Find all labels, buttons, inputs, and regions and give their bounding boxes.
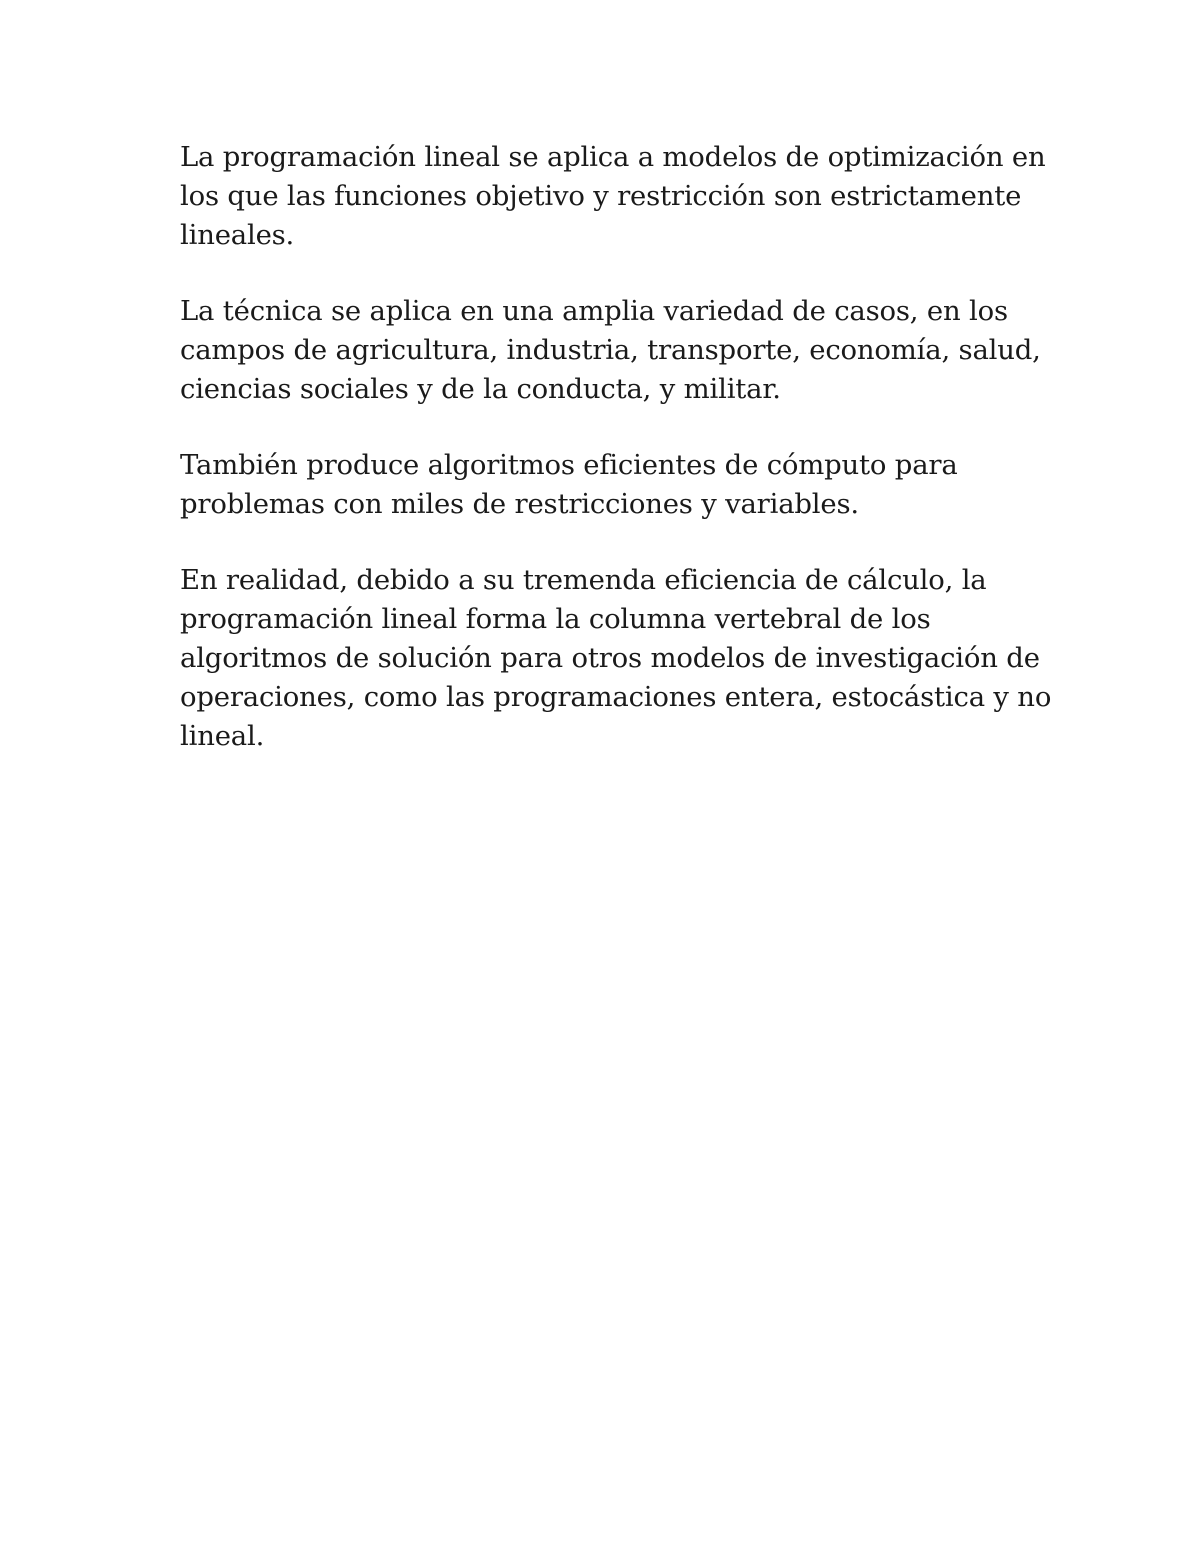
- paragraph-line: campos de agricultura, industria, transporte, economía, salud,: [180, 334, 1041, 366]
- paragraph-3: [180, 446, 1040, 524]
- paragraph-4: [180, 561, 1052, 756]
- paragraph-2: [180, 292, 1040, 409]
- body-text: [180, 138, 1052, 793]
- paragraph-line: programación lineal forma la columna vertebral de los: [180, 603, 931, 635]
- paragraph-line: los que las funciones objetivo y restricción son estrictamente: [180, 180, 1022, 212]
- paragraph-line: La técnica se aplica en una amplia variedad de casos, en los: [180, 295, 1008, 327]
- paragraph-line: lineales.: [180, 219, 295, 251]
- paragraph-line: En realidad, debido a su tremenda eficiencia de cálculo, la: [180, 564, 987, 596]
- paragraph-line: lineal.: [180, 720, 265, 752]
- paragraph-line: algoritmos de solución para otros modelos de investigación de: [180, 642, 1040, 674]
- paragraph-line: operaciones, como las programaciones entera, estocástica y no: [180, 681, 1052, 713]
- paragraph-line: La programación lineal se aplica a modelos de optimización en: [180, 141, 1046, 173]
- paragraph-1: [180, 138, 1046, 255]
- paragraph-line: ciencias sociales y de la conducta, y militar.: [180, 373, 781, 405]
- paragraph-line: problemas con miles de restricciones y variables.: [180, 488, 859, 520]
- paragraph-line: También produce algoritmos eficientes de cómputo para: [180, 449, 958, 481]
